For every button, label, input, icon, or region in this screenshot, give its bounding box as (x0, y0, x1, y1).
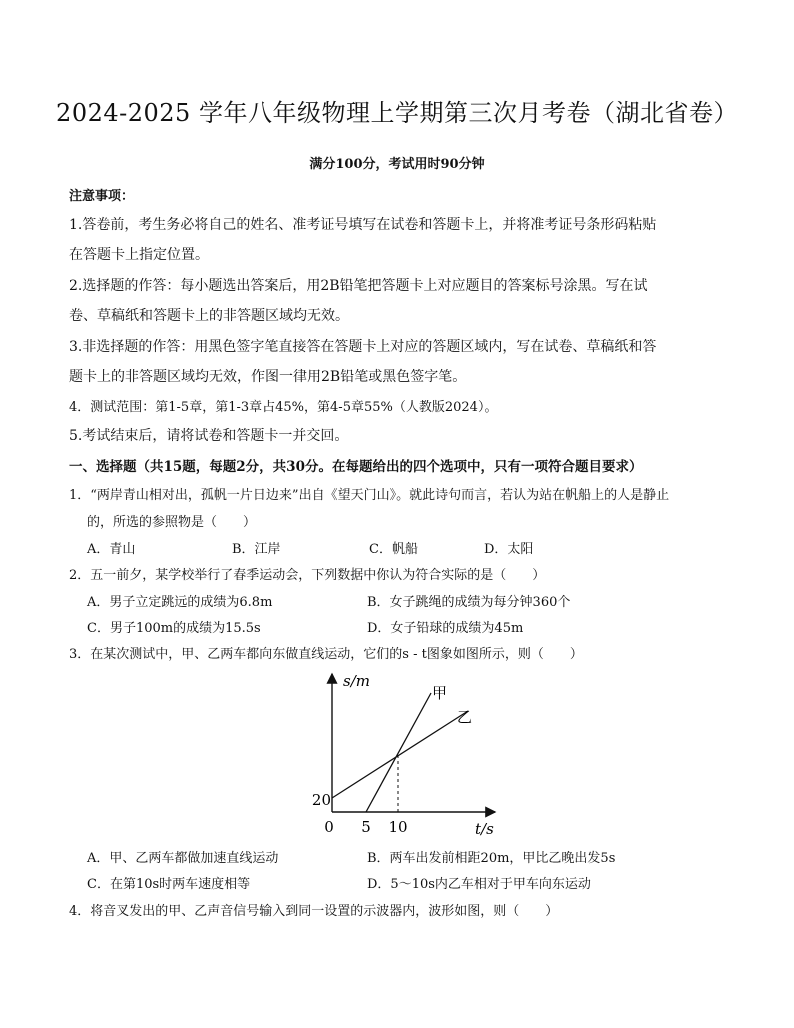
question-3-option-c: C．在第10s时两车速度相等 (87, 877, 251, 892)
note-line: 题卡上的非答题区域均无效，作图一律用2B铅笔或黑色签字笔。 (69, 369, 467, 385)
question-1-option-d: D．太阳 (484, 542, 534, 557)
question-2-stem: 2．五一前夕，某学校举行了春季运动会，下列数据中你认为符合实际的是（ ） (69, 568, 546, 583)
line-yi (332, 711, 468, 798)
note-line: 5.考试结束后，请将试卷和答题卡一并交回。 (69, 428, 349, 444)
question-1-option-c: C．帆船 (369, 542, 418, 557)
x-tick-10: 10 (388, 818, 408, 836)
question-2-option-c: C．男子100m的成绩为15.5s (87, 621, 261, 636)
question-3-stem: 3．在某次测试中，甲、乙两车都向东做直线运动，它们的s - t图象如图所示，则（ ） (69, 647, 583, 662)
label-yi: 乙 (457, 708, 473, 726)
exam-subtitle: 满分100分，考试用时90分钟 (309, 157, 485, 172)
question-1-stem: 1．“两岸青山相对出，孤帆一片日边来”出自《望天门山》。就此诗句而言，若认为站在帆船上的人是静止 (69, 488, 670, 503)
question-3-option-d: D．5～10s内乙车相对于甲车向东运动 (367, 877, 591, 892)
question-1-stem: 的，所选的参照物是（ ） (87, 515, 257, 530)
line-jia (366, 693, 431, 812)
label-jia: 甲 (432, 684, 448, 702)
question-2-option-b: B．女子跳绳的成绩为每分钟360个 (367, 595, 571, 610)
note-line: 卷、草稿纸和答题卡上的非答题区域均无效。 (69, 308, 349, 324)
question-2-option-d: D．女子铅球的成绩为45m (367, 621, 524, 636)
section-heading: 一、选择题（共15题，每题2分，共30分。在每题给出的四个选项中，只有一项符合题目要求） (69, 459, 643, 475)
note-line: 3.非选择题的作答：用黑色签字笔直接答在答题卡上对应的答题区域内，写在试卷、草稿纸和答 (69, 339, 657, 355)
question-1-option-a: A．青山 (87, 542, 136, 557)
question-4-stem: 4．将音叉发出的甲、乙声音信号输入到同一设置的示波器内，波形如图，则（ ） (69, 904, 559, 919)
st-graph (305, 668, 515, 840)
question-3-option-a: A．甲、乙两车都做加速直线运动 (87, 851, 279, 866)
y-axis-label: s/m (343, 672, 370, 690)
x-tick-5: 5 (361, 818, 371, 836)
y-tick-20: 20 (311, 791, 331, 809)
x-axis-label: t/s (475, 820, 494, 838)
notes-heading: 注意事项： (69, 189, 135, 204)
question-1-option-b: B．江岸 (232, 542, 281, 557)
question-2-option-a: A．男子立定跳远的成绩为6.8m (87, 595, 273, 610)
note-line: 2.选择题的作答：每小题选出答案后，用2B铅笔把答题卡上对应题目的答案标号涂黑。写在试 (69, 278, 648, 294)
note-line: 在答题卡上指定位置。 (69, 247, 209, 263)
page-title: 2024-2025 学年八年级物理上学期第三次月考卷（湖北省卷） (56, 99, 738, 127)
note-line: 4．测试范围：第1-5章，第1-3章占45%，第4-5章55%（人教版2024）。 (69, 400, 498, 415)
note-line: 1.答卷前，考生务必将自己的姓名、准考证号填写在试卷和答题卡上，并将准考证号条形码粘贴 (69, 217, 657, 233)
question-3-option-b: B．两车出发前相距20m，甲比乙晚出发5s (367, 851, 616, 866)
origin-label: 0 (324, 818, 334, 836)
